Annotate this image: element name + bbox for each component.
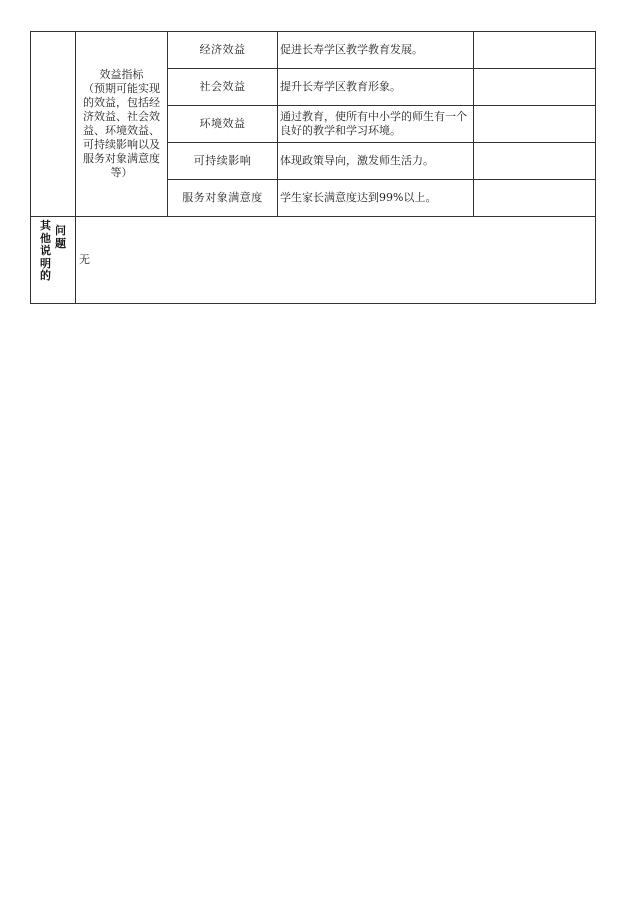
vertical-label-char: 明 (40, 256, 51, 270)
benefit-group-label: 效益指标 （预期可能实现的效益，包括经济效益、社会效益、环境效益、可持续影响以及服务对象满意度等） (83, 68, 160, 179)
vertical-label-char: 他 (40, 231, 51, 245)
other-notes-label-col-a (40, 220, 51, 283)
indicator-name-cell: 环境效益 (168, 106, 278, 143)
indicator-extra-cell (474, 106, 596, 143)
indicator-description-cell: 体现政策导向，激发师生活力。 (278, 143, 474, 180)
indicator-description-cell: 通过教育，使所有中小学的师生有一个良好的教学和学习环境。 (278, 106, 474, 143)
vertical-label-char: 其 (40, 219, 51, 232)
vertical-label-char: 的 (40, 269, 51, 282)
indicator-extra-cell (474, 32, 596, 69)
performance-table (30, 31, 596, 304)
indicator-description-cell: 学生家长满意度达到99%以上。 (278, 180, 474, 217)
other-notes-value: 无 (76, 217, 596, 304)
other-notes-label-cell (31, 217, 76, 304)
indicator-name-cell: 服务对象满意度 (168, 180, 278, 217)
other-notes-label-col-b (55, 220, 66, 250)
blank-left-cell (31, 32, 76, 217)
indicator-extra-cell (474, 143, 596, 180)
benefit-indicator-cell (76, 32, 168, 217)
indicator-extra-cell (474, 180, 596, 217)
table-row (31, 32, 596, 69)
vertical-label-char: 题 (55, 236, 66, 250)
vertical-label-char: 说 (40, 244, 51, 257)
indicator-extra-cell (474, 69, 596, 106)
indicator-name-cell: 经济效益 (168, 32, 278, 69)
indicator-description-cell: 提升长寿学区教育形象。 (278, 69, 474, 106)
indicator-description-cell: 促进长寿学区教学教育发展。 (278, 32, 474, 69)
vertical-label-char: 问 (55, 224, 66, 237)
indicator-name-cell: 社会效益 (168, 69, 278, 106)
other-notes-row (31, 217, 596, 304)
indicator-name-cell: 可持续影响 (168, 143, 278, 180)
